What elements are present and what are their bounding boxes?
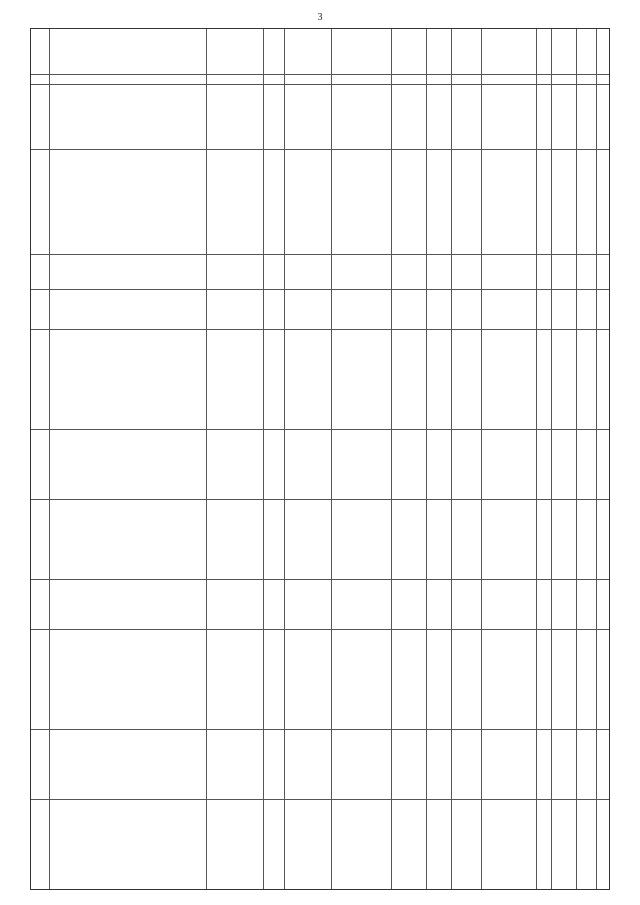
table-row-divider [31, 579, 609, 580]
table-row-divider [31, 289, 609, 290]
table-column-divider [49, 29, 50, 889]
table-column-divider [536, 29, 537, 889]
data-table [30, 28, 610, 890]
table-column-divider [551, 29, 552, 889]
table-column-divider [451, 29, 452, 889]
table-row-divider [31, 429, 609, 430]
table-row-divider [31, 329, 609, 330]
table-row-divider [31, 629, 609, 630]
table-row-divider [31, 254, 609, 255]
table-row-divider [31, 84, 609, 85]
table-column-divider [206, 29, 207, 889]
table-row-divider [31, 799, 609, 800]
table-row-divider [31, 729, 609, 730]
table-row-divider [31, 74, 609, 75]
table-column-divider [576, 29, 577, 889]
table-column-divider [426, 29, 427, 889]
table-column-divider [284, 29, 285, 889]
table-column-divider [481, 29, 482, 889]
table-column-divider [596, 29, 597, 889]
table-row-divider [31, 499, 609, 500]
table-column-divider [331, 29, 332, 889]
table-column-divider [391, 29, 392, 889]
table-row-divider [31, 149, 609, 150]
table-column-divider [263, 29, 264, 889]
page-number: 3 [317, 12, 323, 23]
